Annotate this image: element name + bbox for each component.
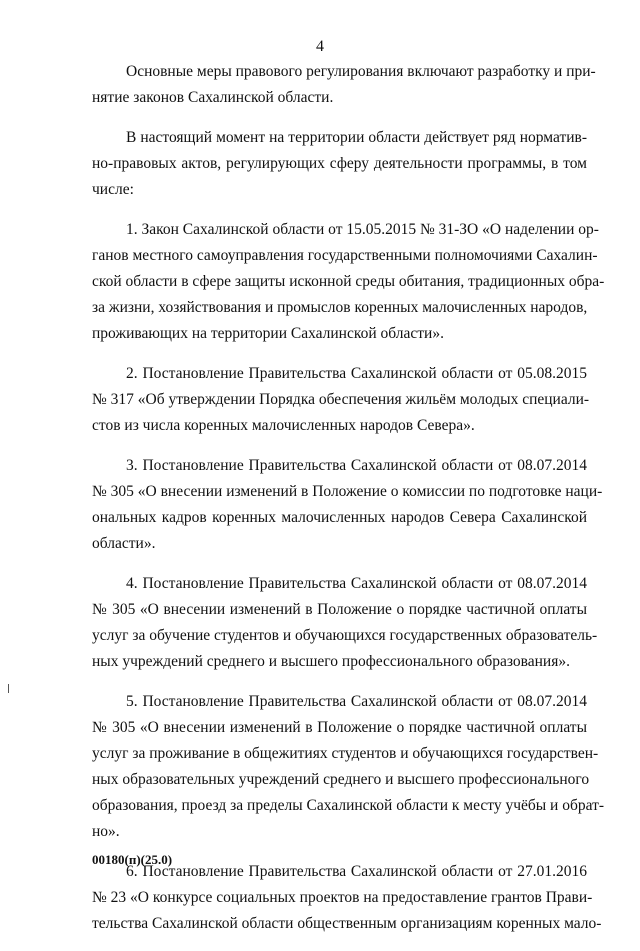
text-line: № 23 «О конкурсе социальных проектов на предоставление грантов Прави- [92,889,593,906]
text-line: тельства Сахалинской области общественным организациям коренных мало- [92,915,602,932]
margin-mark [8,684,9,693]
text-line: ных учреждений среднего и высшего профессионального образования». [92,653,570,670]
text-line: числе: [92,181,134,198]
text-line: стов из числа коренных малочисленных народов Севера». [92,417,475,434]
text-line: но-правовых актов, регулирующих сферу деятельности программы, в том [92,155,587,172]
text-line: № 305 «О внесении изменений в Положение о порядке частичной оплаты [92,719,587,736]
text-line: № 317 «Об утверждении Порядка обеспечения жильём молодых специали- [92,391,590,408]
page-number: 4 [316,38,324,55]
text-line: 3. Постановление Правительства Сахалинской области от 08.07.2014 [126,457,587,474]
list-item-3 [92,453,603,557]
text-line: ных образовательных учреждений среднего и высшего профессионального [92,771,590,788]
text-line: 2. Постановление Правительства Сахалинской области от 05.08.2015 [126,365,587,382]
text-line: услуг за обучение студентов и обучающихся государственных образователь- [92,627,598,644]
text-line: 4. Постановление Правительства Сахалинской области от 08.07.2014 [126,575,587,592]
paragraph-current-acts [92,125,587,203]
text-line: 1. Закон Сахалинской области от 15.05.2015 № 31-ЗО «О наделении ор- [126,221,599,238]
text-line: № 305 «О внесении изменений в Положение о комиссии по подготовке наци- [92,483,603,500]
list-item-2 [92,361,590,439]
text-line: нятие законов Сахалинской области. [92,89,334,106]
text-line: ональных кадров коренных малочисленных народов Севера Сахалинской [92,509,587,526]
list-item-1 [92,217,605,347]
list-item-6 [92,859,602,937]
text-line: № 305 «О внесении изменений в Положение о порядке частичной оплаты [92,601,587,618]
text-line: области». [92,535,156,552]
text-line: 5. Постановление Правительства Сахалинской области от 08.07.2014 [126,693,587,710]
text-line: ганов местного самоуправления государственными полномочиями Сахалин- [92,247,598,264]
text-line: ской области в сфере защиты исконной среды обитания, традиционных обра- [92,273,605,290]
document-code: 00180(п)(25.0) [92,852,173,867]
text-line: но». [92,823,120,840]
text-line: В настоящий момент на территории области действует ряд норматив- [126,129,587,146]
list-item-4 [92,571,598,675]
text-line: за жизни, хозяйствования и промыслов коренных малочисленных народов, [92,299,588,316]
list-item-5 [92,689,605,845]
document-body [92,59,605,951]
text-line: 6. Постановление Правительства Сахалинской области от 27.01.2016 [126,863,587,880]
text-line: образования, проезд за пределы Сахалинской области к месту учёбы и обрат- [92,797,605,814]
text-line: проживающих на территории Сахалинской области». [92,325,444,342]
text-line: услуг за проживание в общежитиях студентов и обучающихся государствен- [92,745,599,762]
text-line: Основные меры правового регулирования включают разработку и при- [126,63,596,80]
paragraph-intro [92,59,596,111]
